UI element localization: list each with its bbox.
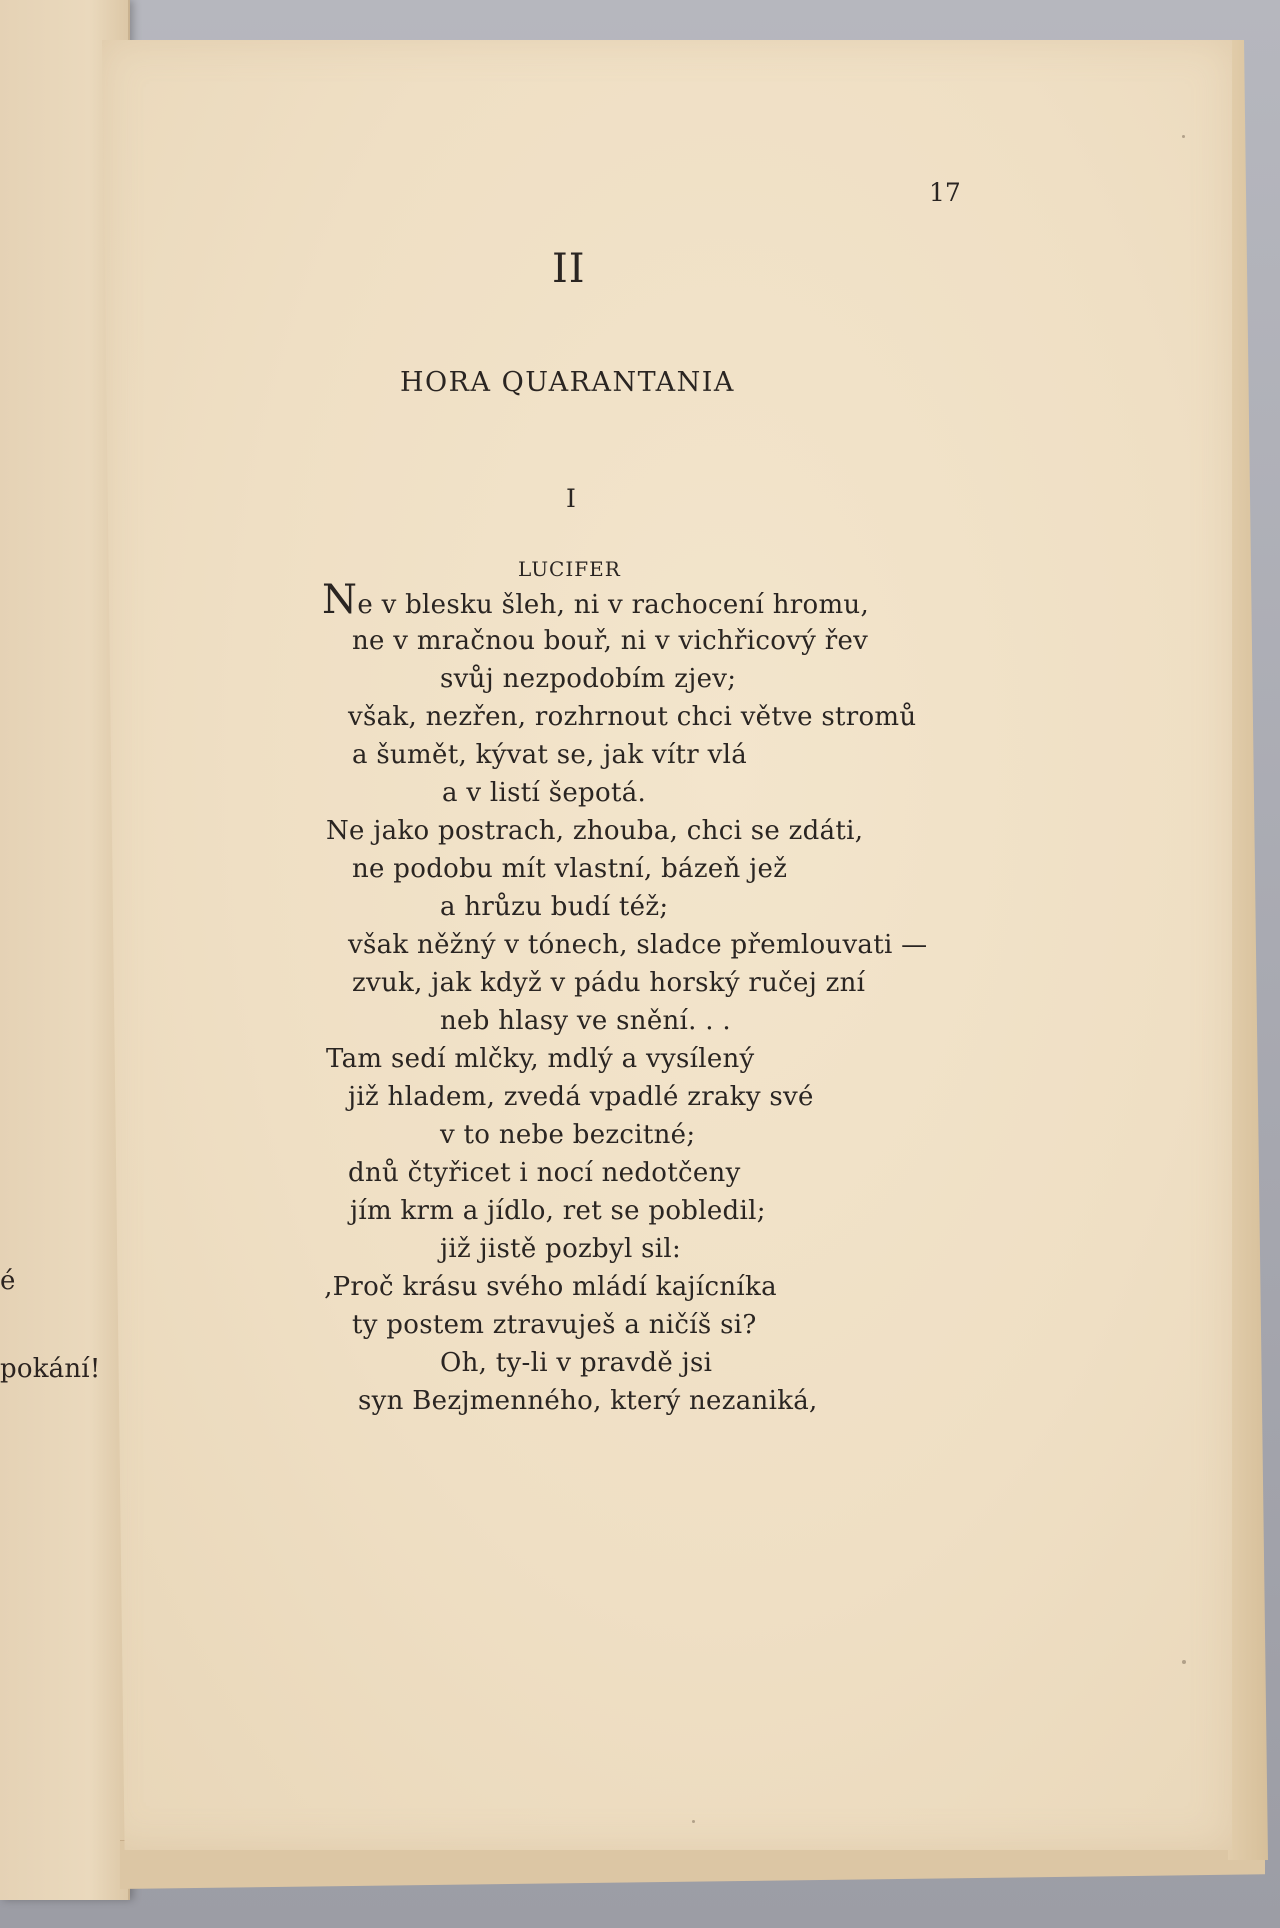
left-page-fragment: pokání!: [0, 1354, 101, 1384]
verse-line: syn Bezjmenného, který nezaniká,: [358, 1386, 818, 1416]
verse-line: a v listí šepotá.: [442, 778, 647, 808]
verse-line: ne podobu mít vlastní, bázeň jež: [352, 854, 788, 884]
verse-line: však něžný v tónech, sladce přemlouvati —: [348, 930, 928, 960]
dust-speck: [1182, 135, 1185, 138]
section-numeral: I: [566, 484, 576, 513]
poem-title: HORA QUARANTANIA: [400, 367, 735, 398]
verse-line: již jistě pozbyl sil:: [440, 1234, 682, 1264]
verse-line-text: e v blesku šleh, ni v rachocení hromu,: [357, 590, 870, 620]
verse-line: svůj nezpodobím zjev;: [440, 664, 737, 694]
verse-line: a hrůzu budí též;: [440, 892, 669, 922]
verse-line: ty postem ztravuješ a ničíš si?: [352, 1310, 757, 1340]
verse-line: však, nezřen, rozhrnout chci větve stromů: [348, 702, 917, 732]
speaker-name: LUCIFER: [518, 557, 621, 581]
page-number: 17: [929, 178, 961, 207]
verse-line: neb hlasy ve snění. . .: [440, 1006, 731, 1036]
verse-line: dnů čtyřicet i nocí nedotčeny: [348, 1158, 741, 1188]
verse-line: Oh, ty-li v pravdě jsi: [440, 1348, 713, 1378]
verse-line: Ne jako postrach, zhouba, chci se zdáti,: [326, 816, 864, 846]
drop-cap: N: [322, 577, 358, 623]
dust-speck: [1182, 1660, 1186, 1664]
verse-line: zvuk, jak když v pádu horský ručej zní: [352, 968, 866, 998]
verse-line-first: [322, 577, 870, 623]
part-numeral: II: [552, 246, 586, 292]
verse-line: Tam sedí mlčky, mdlý a vysílený: [326, 1044, 755, 1074]
verse-line: a šumět, kývat se, jak vítr vlá: [352, 740, 748, 770]
verse-line: ne v mračnou bouř, ni v vichřicový řev: [352, 626, 869, 656]
verse-line: jím krm a jídlo, ret se pobledil;: [350, 1196, 766, 1226]
dust-speck: [692, 1820, 695, 1823]
verse-line: v to nebe bezcitné;: [440, 1120, 696, 1150]
left-page-fragment: é: [0, 1266, 16, 1296]
verse-line: již hladem, zvedá vpadlé zraky své: [348, 1082, 814, 1112]
verse-line: ‚Proč krásu svého mládí kajícníka: [324, 1272, 777, 1302]
